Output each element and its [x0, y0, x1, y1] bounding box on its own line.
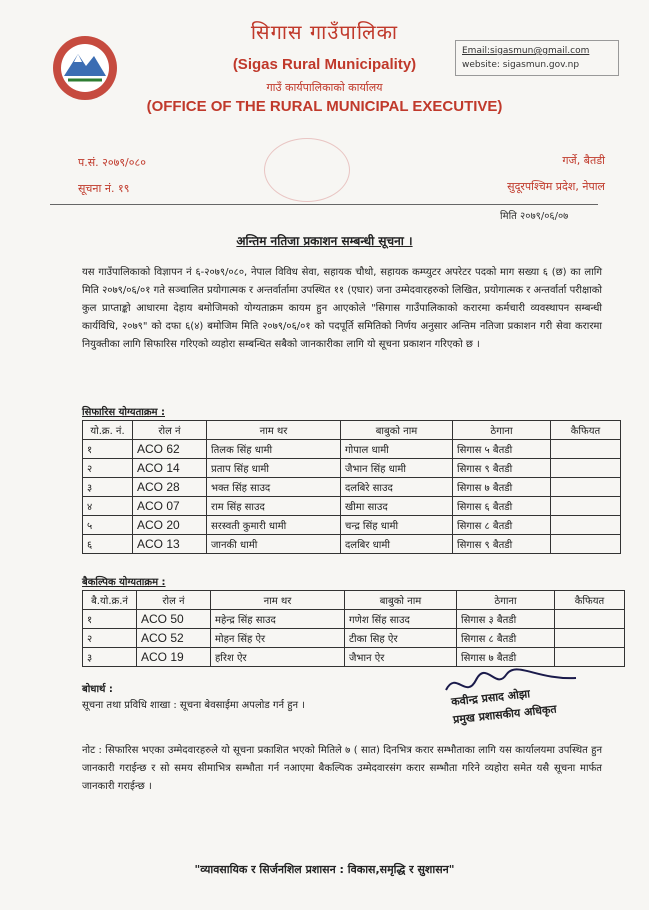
col-header: कैफियत [555, 591, 625, 610]
alternate-table [82, 590, 625, 667]
table-row [83, 610, 625, 629]
col-header: बाबुको नाम [341, 421, 453, 440]
serial-cell: ४ [83, 497, 133, 516]
serial-cell: १ [83, 440, 133, 459]
address-cell: सिगास ७ बैतडी [453, 478, 551, 497]
alternate-heading: बैकल्पिक योग्यताक्रम : [82, 577, 166, 588]
note-paragraph: नोट : सिफारिस भएका उम्मेदवारहरुले यो सूचना प्रकाशित भएको मितिले ७ ( सात) दिनभित्र करार सम्भौताका लागि यस कार्यालयमा उपस्थित हुन जानकारी गराईन्छ र सो समय सीमाभित्र सम्भौता गर्न नआएमा बैकल्पिक उम्मेदवारसंग करार सम्भौता गरिने व्यहोरा समेत यसै सूचना मार्फत जानकारी गराईन्छ । [82, 745, 602, 792]
col-header: कैफियत [551, 421, 621, 440]
remark-cell [555, 610, 625, 629]
father-cell: टीका सिह ऐर [345, 629, 457, 648]
notice-paragraph: यस गाउँपालिकाको विज्ञापन नं ६-२०७९/०८०, नेपाल विविध सेवा, सहायक चौथो, सहायक कम्प्युटर अपरेटर पदको माग सख्या ६ (छ) का लागि मिति २०७९/०६/०१ गते सञ्चालित प्रयोगात्मक र अन्तर्वार्तामा उपस्थित ११ (एघार) जना उम्मेदवारहरुको लिखित, प्रयोगात्मक र अन्तर्वार्ता परीक्षाको कुल प्राप्ताङ्को आधारमा देहाय बमोजिमको योग्यताक्रम कायम हुन आएकोले "सिगास गाउँपालिकाको करारमा कर्मचारी व्यवस्थापन सम्बन्धी कार्यविधि, २०७९" को दफा ६(४) बमोजिम मिति २०७९/०६/०१ को पदपूर्ति समितिको निर्णय अनुसार अन्तिम नतिजा प्रकाशन गरी सेवा करारमा नियुक्तीका लागि सिफारिस गरिएको व्यहोरा सम्बन्धित सबैको जानकारीका लागि यो सूचना प्रकाशन गरिएको छ । [82, 267, 602, 350]
father-cell: चन्द्र सिंह धामी [341, 516, 453, 535]
address-cell: सिगास ३ बैतडी [457, 610, 555, 629]
remark-cell [555, 629, 625, 648]
col-header: रोल नं [133, 421, 207, 440]
roll-cell: ACO 19 [137, 648, 211, 667]
address-cell: सिगास ८ बैतडी [457, 629, 555, 648]
signatory-name: कवीन्द्र प्रसाद ओझा [450, 687, 531, 709]
header-divider [50, 204, 598, 205]
roll-cell: ACO 20 [133, 516, 207, 535]
roll-cell: ACO 62 [133, 440, 207, 459]
office-name-en: (OFFICE OF THE RURAL MUNICIPAL EXECUTIVE) [146, 98, 503, 115]
col-header: ठेगाना [453, 421, 551, 440]
father-cell: गोपाल धामी [341, 440, 453, 459]
cc-block [82, 682, 305, 714]
recommended-heading: सिफारिस योग्यताक्रम : [82, 407, 166, 418]
remark-cell [551, 459, 621, 478]
cc-heading: बोधार्थ : [82, 684, 113, 695]
municipality-name-np: सिगास गाउँपालिका [250, 20, 399, 44]
col-header: ठेगाना [457, 591, 555, 610]
serial-cell: १ [83, 610, 137, 629]
serial-cell: ३ [83, 648, 137, 667]
col-header: रोल नं [137, 591, 211, 610]
roll-cell: ACO 13 [133, 535, 207, 554]
col-header: नाम थर [207, 421, 341, 440]
col-header: बाबुको नाम [345, 591, 457, 610]
remark-cell [551, 497, 621, 516]
contact-box [455, 40, 619, 76]
notice-number: सूचना नं. १९ [78, 182, 130, 195]
table-header-row [83, 421, 621, 440]
table-header-row [83, 591, 625, 610]
reference-block [78, 150, 146, 202]
office-seal-icon [264, 138, 350, 202]
notice-title: अन्तिम नतिजा प्रकाशन सम्बन्धी सूचना । [236, 234, 413, 248]
father-cell: खीमा साउद [341, 497, 453, 516]
reference-number: प.सं. २०७९/०८० [78, 156, 146, 169]
table-row [83, 440, 621, 459]
name-cell: मोहन सिंह ऐर [211, 629, 345, 648]
remark-cell [551, 535, 621, 554]
address-cell: सिगास ७ बैतडी [457, 648, 555, 667]
address-cell: सिगास ५ बैतडी [453, 440, 551, 459]
table-row [83, 629, 625, 648]
website-link[interactable]: website: sigasmun.gov.np [462, 60, 580, 70]
col-header: नाम थर [211, 591, 345, 610]
serial-cell: ६ [83, 535, 133, 554]
roll-cell: ACO 28 [133, 478, 207, 497]
address-cell: सिगास ६ बैतडी [453, 497, 551, 516]
serial-cell: ३ [83, 478, 133, 497]
name-cell: राम सिंह साउद [207, 497, 341, 516]
col-header: यो.क्र. नं. [83, 421, 133, 440]
motto: "व्यावसायिक र सिर्जनशिल प्रशासन : विकास,समृद्धि र सुशासन" [194, 863, 455, 876]
roll-cell: ACO 52 [137, 629, 211, 648]
municipality-name-en: (Sigas Rural Municipality) [232, 56, 417, 73]
address-line-2: सुदूरपश्चिम प्रदेश, नेपाल [507, 180, 605, 193]
name-cell: हरिश ऐर [211, 648, 345, 667]
address-block [455, 148, 605, 200]
office-name-np: गाउँ कार्यपालिकाको कार्यालय [266, 81, 383, 94]
remark-cell [551, 440, 621, 459]
serial-cell: २ [83, 629, 137, 648]
father-cell: दलबिर धामी [341, 535, 453, 554]
address-cell: सिगास ९ बैतडी [453, 459, 551, 478]
cc-line: सूचना तथा प्रविधि शाखा : सूचना बेवसाईमा अपलोड गर्न हुन । [82, 700, 306, 711]
name-cell: तिलक सिंह धामी [207, 440, 341, 459]
table-row [83, 535, 621, 554]
roll-cell: ACO 14 [133, 459, 207, 478]
table-row [83, 478, 621, 497]
address-line-1: गर्जे, बैतडी [562, 154, 605, 167]
address-cell: सिगास ८ बैतडी [453, 516, 551, 535]
table-row [83, 516, 621, 535]
father-cell: गणेश सिंह साउद [345, 610, 457, 629]
col-header: बै.यो.क्र.नं [83, 591, 137, 610]
name-cell: जानकी धामी [207, 535, 341, 554]
email-link[interactable]: Email:sigasmun@gmail.com [462, 46, 590, 56]
roll-cell: ACO 50 [137, 610, 211, 629]
name-cell: प्रताप सिंह धामी [207, 459, 341, 478]
serial-cell: ५ [83, 516, 133, 535]
remark-cell [551, 478, 621, 497]
father-cell: जैभान ऐर [345, 648, 457, 667]
table-row [83, 497, 621, 516]
notice-date: मिति २०७९/०६/०७ [500, 211, 569, 222]
father-cell: दलबिरे साउद [341, 478, 453, 497]
name-cell: सरस्वती कुमारी धामी [207, 516, 341, 535]
roll-cell: ACO 07 [133, 497, 207, 516]
serial-cell: २ [83, 459, 133, 478]
father-cell: जैभान सिंह धामी [341, 459, 453, 478]
table-row [83, 459, 621, 478]
name-cell: महेन्द्र सिंह साउद [211, 610, 345, 629]
signatory-post: प्रमुख प्रशासकीय अधिकृत [452, 702, 558, 727]
recommended-table [82, 420, 621, 554]
remark-cell [551, 516, 621, 535]
name-cell: भक्त सिंह साउद [207, 478, 341, 497]
address-cell: सिगास ९ बैतडी [453, 535, 551, 554]
